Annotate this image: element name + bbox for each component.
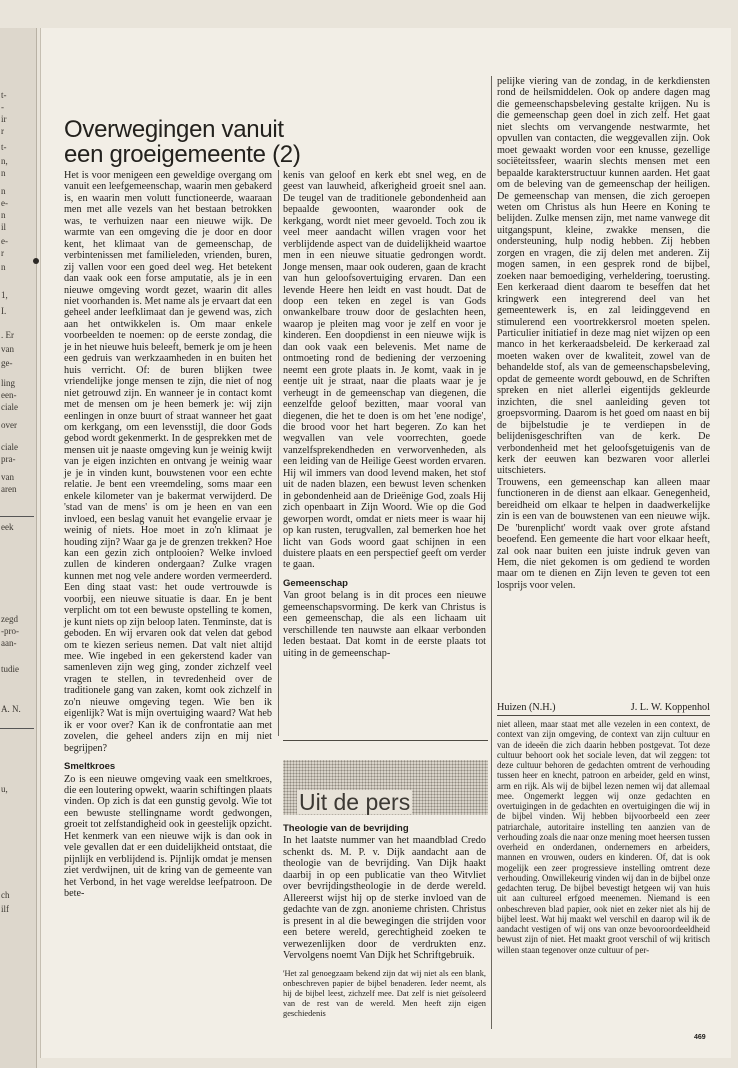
previous-page-fragment: ir bbox=[1, 114, 7, 124]
section-rule bbox=[283, 740, 488, 741]
column-divider bbox=[278, 170, 279, 736]
previous-page-fragment: aren bbox=[1, 484, 17, 494]
previous-page-fragment: ling bbox=[1, 378, 16, 388]
previous-page-fragment: r bbox=[1, 126, 4, 136]
previous-page-fragment: - bbox=[1, 102, 4, 112]
article-column-1 bbox=[64, 170, 272, 900]
previous-page-fragment: t- bbox=[1, 142, 7, 152]
previous-page-fragment: r bbox=[1, 248, 4, 258]
previous-page-fragment: n bbox=[1, 186, 6, 196]
previous-page-fragment: zegd bbox=[1, 614, 18, 624]
section-rule bbox=[497, 715, 710, 716]
previous-page-fragment: t- bbox=[1, 90, 7, 100]
signature-author: J. L. W. Koppenhol bbox=[630, 702, 710, 713]
previous-page-fragment: il bbox=[1, 222, 7, 232]
column-divider bbox=[491, 719, 492, 1029]
paragraph: Het is voor menigeen een geweldige overgang om vanuit een leefgemeenschap, waarin men gebakerd is, en waarin men volutt functioneerde, waaraan men met alle vezels van het bestaan betrokken was, te verhuizen naar een nieuwe wijk. De warmte van een omgeving die je door en door kent, het klimaat van de gemeenschap, de verbintenissen met familieleden, vrienden, buren, zij vallen voor een goed deel weg. Het betekent dan vaak ook een forse amputatie, als je in een nieuwe omgeving wordt gezet, waarin dit alles niet voorhanden is. Met name als je ervaart dat een geheel ander leefklimaat dan je gewend was, zich aan het ontwikkelen is. Om maar enkele voorbeelden te noemen: op de eerste zondag, die je in het nieuwe huis beleeft, bemerk je om je heen een gedruis van werkzaamheden in en buiten het huis verricht. Of: de buren blijken twee vriendelijke jonge mensen te zijn, die niet of nog niet getrouwd zijn. En wanneer je in contact komt met de mensen om je heen bemerk je: wij zijn eenlingen in onze buurt of straat wanneer het gaat om kerkgang, om een levensstijl, die door Gods gebod wordt gekenmerkt. In de gesprekken met de mensen uit je naaste omgeving kun je weinig kwijt van je eigen inzichten en ontvang je weinig waar je je in vinden kunt, bouwstenen voor een echte relatie. Je bent een vreemdeling, soms maar een enkele kilometer van je bakermat verwijderd. De 'stad van de mens' is om je heen en van een invloed, een beslag vanuit het evangelie ervaar je weinig of niets. Hoe moet in zo'n klimaat je houding zijn? Waar ga je de grenzen trekken? Hoe kan een gezin zich ontplooien? Welke invloed zullen de kinderen ondergaan? Zulke vragen kunnen met nog vele andere worden vermeerderd. Een ding staat vast: het oude vertrouwde is voorbij, een nieuwe situatie is daar. En je bent verplicht om tot een bewuste opstelling te komen, je kunt niets op zijn beloop laten. Tenminste, dat is geboden. En wij ervaren ook dat velen dat gebod om te kiezen serieus nemen. Dat valt niet altijd mee. Wie ingebed in een gekerstend kader van samenleven zijn weg ging, zonder zichzelf veel vragen te stellen, in tevredenheid over de traditionele gang van zaken, komt ook zichzelf in zo'n nieuwe omgeving tegen. Wie ben ik eigenlijk? Wat is mijn overtuiging waard? Wat heb ik er voor over? Kan ik de confrontatie aan met zovelen, die geheel anders zijn en mij niet begrijpen? bbox=[64, 170, 272, 754]
previous-page-fragment: eek bbox=[1, 522, 14, 532]
previous-page-fragment: e- bbox=[1, 236, 8, 246]
paragraph: Van groot belang is in dit proces een nieuwe gemeenschapsvorming. De kerk van Christus is een gemeenschap, die als een lichaam uit verschillende ten nauwste aan elkaar verbonden leden bestaat. Dat komt in de eerste plaats tot uiting in de gemeenschap- bbox=[283, 590, 486, 659]
paragraph: pelijke viering van de zondag, in de kerkdiensten rond de heilsmiddelen. Ook op andere dagen mag die gemeenschapsbeleving gestalte krijgen. Nu is die gemeenschap geen doel in zich zelf. Het gaat niet slechts om vervangende nestwarmte, het opvullen van contacten, die weggevallen zijn. Ook moet gewaakt worden voor een knusse, gezellige sociëteitssfeer, waarin slechts mensen met een bepaalde karakterstructuur kunnen aarden. Het gaat om de beleving van de gemeenschap der heiligen. De gemeenschap van mensen, die zich geroepen weten om Christus als hun Heere en Koning te belijden. Zulke mensen zijn, met name vanwege dit uitgangspunt, kleine, zwakke mensen, die ondersteuning, hulp nodig hebben. Zij hebben zorgen en vragen, die zij delen met anderen. Zij mogen samen, in een gesprek rond de bijbel, zoeken naar bemoediging, verheldering, toerusting. Een kerkeraad dient daarom te beseffen dat het kringwerk een integrerend deel van het gemeentewerk is, en zal leidinggevend en stimulerend een voortrekkersrol moeten spelen. Particulier initiatief in deze mag niet wijzen op een manco in het kerkeraadsbeleid. De kerkeraad zal moeten waken over de kwaliteit, zowel van de behandelde stof, als van de gemeenschapsbeleving, opdat de gemeente wordt gebouwd, en de Schriften spreken en niet allerlei eigentijds gekleurde inzichten, die snel aanleiding geven tot groepsvorming. Daarom is het goed om naast en bij de bijbelstudie je te verdiepen in de belijdenisgeschriften van de kerk. De verbondenheid met het geloofsgetuigenis van de kerk der eeuwen kan bezwaren voor allerlei uitschieters. bbox=[497, 76, 710, 477]
previous-page-fragment: n, bbox=[1, 156, 8, 166]
previous-page-fragment: u, bbox=[1, 784, 8, 794]
previous-page-edge bbox=[0, 28, 37, 1068]
previous-page-fragment: aan- bbox=[1, 638, 17, 648]
column-divider bbox=[491, 76, 492, 736]
paragraph: kenis van geloof en kerk ebt snel weg, en de geest van lauwheid, afkerigheid groeit snel aan. De teugel van de traditionele gebondenheid aan bepaalde gewoonten, waaronder ook de kerkgang, wordt niet meer gevoeld. Toch zou ik veel meer aandacht willen vragen voor het verblijdende aspect van de duidelijkheid waartoe men in een nieuwe situatie gedrongen wordt. Jonge mensen, maar ook ouderen, gaan de kracht van hun geloofsovertuiging ervaren. Dan een levende Heere hen leidt en vast houdt. Dat de doop een teken en zegel is van Gods onwankelbare trouw door de geslachten heen, waarop je pleiten mag voor je zelf en voor je kinderen. Een doopdienst in een nieuwe wijk is dan ook vaak een belevenis. Met name de ontmoeting rond de bediening der verzoening neemt een grote plaats in. Je komt, vaak in je eentje uit je straat, naar die plaats waar je je verheugt in de gemeenschap van diegenen, die eenzelfde geloof bezitten, maar vooral van diegenen, die het te doen is om het 'ene nodige', die brood voor het hart begeren. Zo kan het wegvallen van vele voorrechten, goede vanzelfsprekendheden en verworvenheden, als een leiding van de Heilige Geest worden ervaren. Hij wil immers van dood levend maken, het stof uit de naden blazen, een bewust leven schenken in gebondenheid aan de Drieënige God, zoals Hij zich openbaart in Zijn Woord. Wie op die God geworpen wordt, omdat er niets meer is waar hij op kan rusten, terugvallen, zal bemerken hoe het licht van Gods woord gaat schijnen in een duistere plaats en een perspectief geeft om verder te gaan. bbox=[283, 170, 486, 571]
previous-page-fragment: over bbox=[1, 420, 17, 430]
previous-page-fragment: 1, bbox=[1, 290, 8, 300]
previous-page-fragment: ge- bbox=[1, 358, 13, 368]
previous-page-fragment: e- bbox=[1, 198, 8, 208]
previous-page-rule bbox=[0, 516, 34, 517]
previous-page-fragment: ilf bbox=[1, 904, 9, 914]
title-line-1: Overwegingen vanuit bbox=[64, 116, 284, 143]
previous-page-fragment: ciale bbox=[1, 442, 18, 452]
paragraph: In het laatste nummer van het maandblad Credo schenkt ds. M. P. v. Dijk aandacht aan de theologie van de bevrijding. Van Dijk haakt daarbij in op een publicatie van theo Witvliet over bevrijdingstheologie in de derde wereld. Allereerst wijst hij op de sterke invloed van de gedachte van de zgn. anonieme christen. Christus is present in al die bewegingen die strijden voor een betere wereld, gerechtigheid zoeken te verwezenlijken door de verdrukten enz. Vervolgens noemt Van Dijk het Schriftgebruik. bbox=[283, 835, 486, 961]
pers-column-2 bbox=[497, 719, 710, 955]
previous-page-fragment: van bbox=[1, 472, 14, 482]
previous-page-fragment: een- bbox=[1, 390, 17, 400]
signature-place: Huizen (N.H.) bbox=[497, 702, 556, 713]
article-column-2 bbox=[283, 170, 486, 659]
previous-page-fragment: tudie bbox=[1, 664, 19, 674]
previous-page-fragment: A. N. bbox=[1, 704, 21, 714]
bullet-marker bbox=[33, 258, 39, 264]
previous-page-fragment: I. bbox=[1, 306, 7, 316]
quote-paragraph: niet alleen, maar staat met alle vezelen in een context, de context van zijn omgeving, de context van zijn cultuur en van de ideeën die zich daarin hebben postgevat. Tot deze cultuur behoort ook het sociale leven, dat wil zeggen: tot deze cultuur behoren de gedachten omtrent de verhouding tussen heer en knecht, patroon en arbeider, geld en winst, arm en rijk. Als wij de bijbel lezen nemen wij dat allemaal mee. Ongemerkt leggen wij onze gedachten en overtuigingen in de gedachten en overtuigingen die wij in de bijbel vinden. Wij hebben bijvoorbeeld een zeer patriarchale, autoritaire instelling ten aanzien van de verhouding zoals die naar onze mening moet heersen tussen overheid en onderdanen, ondernemers en arbeiders, mannen en vrouwen, ouders en kinderen. Of, dat is ook mogelijk een zeer progressieve instelling omtrent deze verhouding. Onwillekeurig vinden wij dan in de bijbel onze gedachten terug. De bijbel bevestigt hetgeen wij van huis uit aan cultureel erfgoed meenemen. Niemand is een onbeschreven blad papier, ook niet en zeker niet als hij de bijbel leest. Wat hij maakt wel verschil en daarop wil ik de aandacht vestigen of wij ons van onze bevooroordeeldheid bewust zijn of niet. Het maakt groot verschil of wij kritisch willen staan tegenover onze cultuur of per- bbox=[497, 719, 710, 955]
previous-page-fragment: n bbox=[1, 262, 6, 272]
previous-page-fragment: . Er bbox=[1, 330, 14, 340]
paragraph: Zo is een nieuwe omgeving vaak een smeltkroes, die een loutering opwekt, waarin schiftingen plaats vinden. Op zich is dat een gunstig gevolg. Wie tot een bewuste stellingname wordt gedwongen, groeit tot zelfstandigheid ook in geestelijk opzicht. Het kenmerk van een nieuwe wijk is dan ook in vele gevallen dat er een duidelijkheid ontstaat, die pijnlijk en verblijdend is. Pijnlijk omdat je mensen ziet verdwijnen, uit de kring van de gemeente van het Verbond, in het vage wereldse leefpatroon. De bete- bbox=[64, 773, 272, 900]
previous-page-fragment: ch bbox=[1, 890, 10, 900]
article-title bbox=[64, 117, 304, 167]
paragraph: Trouwens, een gemeenschap kan alleen maar functioneren in de dienst aan elkaar. Genegenheid, bereidheid om elkaar te helpen in daadwerkelijke zin is een van de bouwstenen van een nieuwe wijk. De 'burenplicht' wordt vaak over grote afstand beoefend. Een gemeente die hart voor elkaar heeft, zal ook naar buiten een juiste indruk geven van Hem, die niet gekomen is om gediend te worden maar om te dienen en Zijn leven te geven tot een losprijs voor velen. bbox=[497, 476, 710, 591]
article-column-3 bbox=[497, 76, 710, 591]
title-line-2: een groeigemeente (2) bbox=[64, 141, 301, 168]
previous-page-fragment: -pro- bbox=[1, 626, 19, 636]
previous-page-fragment: n bbox=[1, 168, 6, 178]
quote-paragraph: 'Het zal genoegzaam bekend zijn dat wij niet als een blank, onbeschreven papier de bijbel benaderen. Ieder neemt, als hij de bijbel leest, zichzelf mee. Dat zelf is niet geïsoleerd van de rest van de wereld. Men heeft zijn eigen geschiedenis bbox=[283, 969, 486, 1019]
previous-page-fragment: n bbox=[1, 210, 6, 220]
subheading-gemeenschap: Gemeenschap bbox=[283, 577, 348, 589]
pers-column-1 bbox=[283, 823, 486, 1019]
previous-page-rule bbox=[0, 728, 34, 729]
previous-page-fragment: pra- bbox=[1, 454, 16, 464]
section-title-uit-de-pers: Uit de pers bbox=[299, 789, 411, 815]
page-number: 469 bbox=[694, 1034, 706, 1041]
article-signature bbox=[497, 702, 710, 713]
previous-page-fragment: van bbox=[1, 344, 14, 354]
previous-page-fragment: ciale bbox=[1, 402, 18, 412]
subheading-theologie: Theologie van de bevrijding bbox=[283, 823, 409, 834]
subheading-smeltkroes: Smeltkroes bbox=[64, 761, 116, 773]
